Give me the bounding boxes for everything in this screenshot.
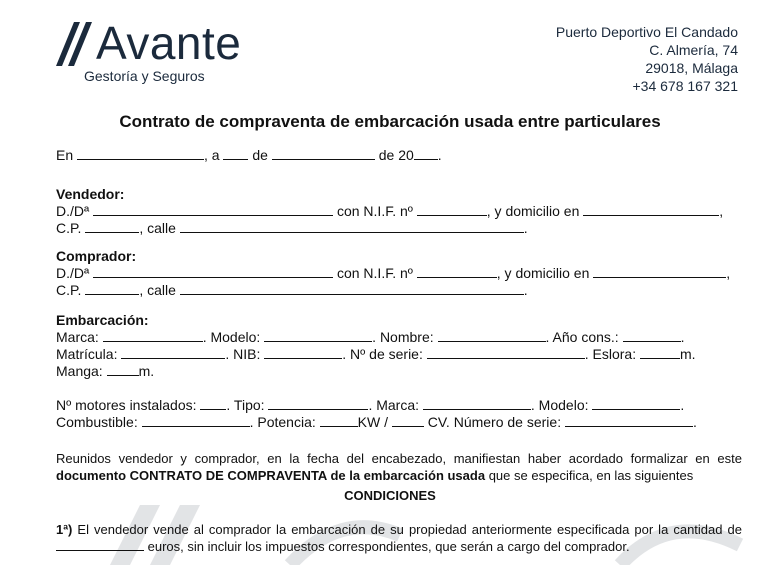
clause-1-text: El vendedor vende al comprador la embarcación de su propiedad anteriormente especificada por la cantidad de xyxy=(72,522,742,537)
address-line: C. Almería, 74 xyxy=(649,42,738,58)
period: . xyxy=(523,282,528,298)
company-address xyxy=(556,23,738,95)
vessel-serial-label: . Nº de serie: xyxy=(342,346,423,362)
seller-heading: Vendedor: xyxy=(56,186,125,202)
seller-name-blank[interactable] xyxy=(93,203,333,216)
engine-count-label: Nº motores instalados: xyxy=(56,397,197,413)
buyer-calle-blank[interactable] xyxy=(180,282,524,295)
price-blank[interactable] xyxy=(56,538,144,551)
vessel-year-blank[interactable] xyxy=(623,329,681,342)
buyer-nif-label: con N.I.F. nº xyxy=(336,265,413,281)
clause-1-line-2 xyxy=(56,538,742,555)
engine-model-blank[interactable] xyxy=(592,397,680,410)
engine-brand-blank[interactable] xyxy=(423,397,531,410)
buyer-heading: Comprador: xyxy=(56,248,137,264)
seller-line-2 xyxy=(56,220,528,237)
date-de-label: de xyxy=(252,147,268,163)
buyer-cp-label: C.P. xyxy=(56,282,82,298)
period: . xyxy=(523,220,528,236)
vessel-nib-label: . NIB: xyxy=(225,346,261,362)
vessel-model-blank[interactable] xyxy=(264,329,372,342)
engine-kw-label: KW / xyxy=(357,414,388,430)
day-blank[interactable] xyxy=(223,147,248,160)
comma: , xyxy=(726,265,731,281)
comma: , xyxy=(719,203,724,219)
document-title: Contrato de compraventa de embarcación usada entre particulares xyxy=(119,112,661,131)
engine-line-2 xyxy=(56,414,697,431)
intro-paragraph-line-1: Reunidos vendedor y comprador, en la fecha del encabezado, manifiestan haber acordado formalizar en este xyxy=(56,451,742,466)
seller-cp-label: C.P. xyxy=(56,220,82,236)
engine-fuel-label: Combustible: xyxy=(56,414,138,430)
logo-tagline: Gestoría y Seguros xyxy=(84,68,205,84)
buyer-domicilio-blank[interactable] xyxy=(593,265,726,278)
seller-calle-label: , calle xyxy=(139,220,176,236)
seller-nif-label: con N.I.F. nº xyxy=(336,203,413,219)
buyer-nif-blank[interactable] xyxy=(417,265,497,278)
vessel-year-label: . Año cons.: xyxy=(545,329,619,345)
clause-1-number: 1ª) xyxy=(56,522,73,537)
date-en-label: En xyxy=(56,147,74,163)
vessel-registration-label: Matrícula: xyxy=(56,346,118,362)
seller-domicilio-label: , y domicilio en xyxy=(486,203,580,219)
vessel-beam-blank[interactable] xyxy=(107,363,139,376)
buyer-calle-label: , calle xyxy=(139,282,176,298)
vessel-nib-blank[interactable] xyxy=(264,346,342,359)
vessel-length-blank[interactable] xyxy=(640,346,680,359)
intro-paragraph-line-2 xyxy=(56,467,742,484)
seller-nif-blank[interactable] xyxy=(417,203,487,216)
seller-line-1 xyxy=(56,203,723,220)
seller-domicilio-blank[interactable] xyxy=(583,203,719,216)
engine-power-label: . Potencia: xyxy=(249,414,316,430)
vessel-line-1 xyxy=(56,329,684,346)
vessel-heading: Embarcación: xyxy=(56,312,149,328)
vessel-name-blank[interactable] xyxy=(438,329,546,342)
vessel-name-label: . Nombre: xyxy=(372,329,434,345)
buyer-name-blank[interactable] xyxy=(93,265,333,278)
engine-line-1 xyxy=(56,397,684,414)
engine-cv-blank[interactable] xyxy=(392,414,424,427)
vessel-length-label: . Eslora: xyxy=(584,346,637,362)
seller-cp-blank[interactable] xyxy=(85,220,139,233)
vessel-model-label: . Modelo: xyxy=(202,329,261,345)
buyer-cp-blank[interactable] xyxy=(85,282,139,295)
month-blank[interactable] xyxy=(272,147,375,160)
date-line xyxy=(56,147,442,164)
unit-m: m. xyxy=(680,346,696,362)
vessel-registration-blank[interactable] xyxy=(121,346,225,359)
address-line: 29018, Málaga xyxy=(645,60,738,76)
intro-rest-text: que se especifica, en las siguientes xyxy=(485,468,694,483)
buyer-domicilio-label: , y domicilio en xyxy=(496,265,590,281)
engine-fuel-blank[interactable] xyxy=(142,414,250,427)
vessel-brand-blank[interactable] xyxy=(103,329,203,342)
engine-serial-blank[interactable] xyxy=(565,414,693,427)
seller-name-label: D./Dª xyxy=(56,203,90,219)
clause-1-text-2: euros, sin incluir los impuestos correspondientes, que serán a cargo del comprador. xyxy=(144,539,630,554)
intro-bold-text: documento CONTRATO DE COMPRAVENTA de la embarcación usada xyxy=(56,468,486,483)
engine-brand-label: . Marca: xyxy=(368,397,420,413)
engine-cv-label: CV. Número de serie: xyxy=(427,414,562,430)
engine-type-blank[interactable] xyxy=(268,397,368,410)
clause-1-line-1 xyxy=(56,521,742,538)
period: . xyxy=(692,414,697,430)
date-year-label: de 20 xyxy=(378,147,414,163)
vessel-serial-blank[interactable] xyxy=(427,346,585,359)
engine-count-blank[interactable] xyxy=(200,397,226,410)
engine-model-label: . Modelo: xyxy=(530,397,589,413)
date-a-label: , a xyxy=(204,147,220,163)
year-blank[interactable] xyxy=(414,147,438,160)
engine-type-label: . Tipo: xyxy=(226,397,265,413)
conditions-heading: CONDICIONES xyxy=(344,488,436,503)
vessel-line-3 xyxy=(56,363,154,380)
vessel-line-2 xyxy=(56,346,696,363)
buyer-line-1 xyxy=(56,265,730,282)
seller-calle-blank[interactable] xyxy=(180,220,524,233)
address-line: Puerto Deportivo El Candado xyxy=(555,24,738,40)
logo-slashes-icon xyxy=(56,22,98,66)
logo-wordmark: Avante xyxy=(96,17,242,69)
period: . xyxy=(680,397,685,413)
vessel-beam-label: Manga: xyxy=(56,363,103,379)
unit-m: m. xyxy=(138,363,155,379)
engine-kw-blank[interactable] xyxy=(320,414,358,427)
address-phone: +34 678 167 321 xyxy=(632,78,738,94)
place-blank[interactable] xyxy=(77,147,204,160)
period: . xyxy=(437,147,442,163)
buyer-name-label: D./Dª xyxy=(56,265,90,281)
period: . xyxy=(680,329,685,345)
buyer-line-2 xyxy=(56,282,528,299)
company-logo xyxy=(56,18,256,88)
vessel-brand-label: Marca: xyxy=(56,329,99,345)
